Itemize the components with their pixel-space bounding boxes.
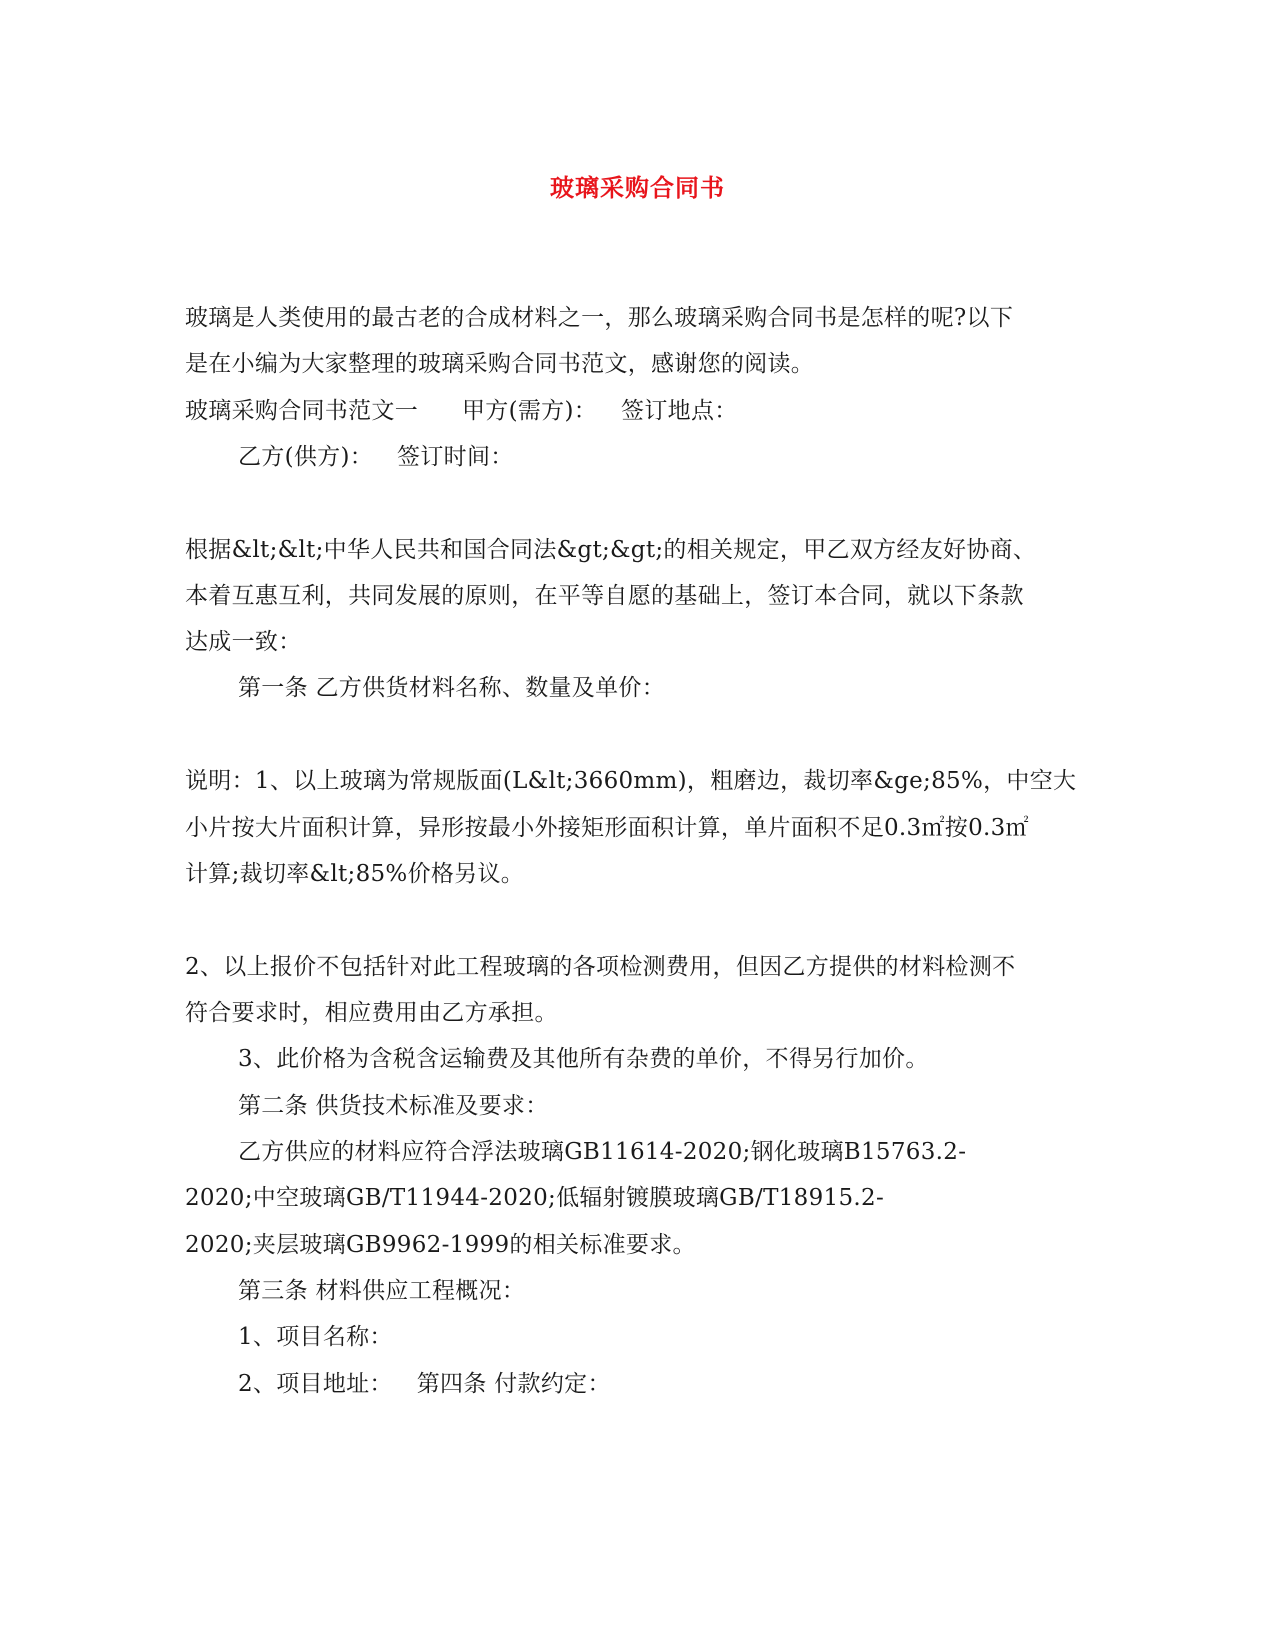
party-a-label: 甲方(需方)： <box>462 398 598 424</box>
item-2-line <box>238 1369 611 1399</box>
preamble-line-2: 本着互惠互利，共同发展的原则，在平等自愿的基础上，签订本合同，就以下条款 <box>185 583 1024 609</box>
item-2-project-address: 2、项目地址： <box>238 1371 393 1397</box>
intro-line-2: 是在小编为大家整理的玻璃采购合同书范文，感谢您的阅读。 <box>185 351 815 377</box>
article-3-heading: 第三条 材料供应工程概况： <box>238 1278 526 1304</box>
article-4-heading: 第四条 付款约定： <box>416 1371 611 1397</box>
article-1-heading: 第一条 乙方供货材料名称、数量及单价： <box>238 675 666 701</box>
article-2-heading: 第二条 供货技术标准及要求： <box>238 1093 549 1119</box>
sample-label: 玻璃采购合同书范文一 <box>185 398 418 424</box>
sign-time-label: 签订时间： <box>397 444 514 470</box>
item-1-project-name: 1、项目名称： <box>238 1324 393 1350</box>
preamble-line-1: 根据&lt;&lt;中华人民共和国合同法&gt;&gt;的相关规定，甲乙双方经友好协商、 <box>185 537 1037 563</box>
note-1-line-1: 说明：1、以上玻璃为常规版面(L&lt;3660mm)，粗磨边，裁切率&ge;85%，中空大 <box>185 768 1077 794</box>
note-2-line-1: 2、以上报价不包括针对此工程玻璃的各项检测费用，但因乙方提供的材料检测不 <box>185 954 1016 980</box>
sample-header <box>185 396 738 426</box>
note-3: 3、此价格为含税含运输费及其他所有杂费的单价，不得另行加价。 <box>238 1046 929 1072</box>
sign-place-label: 签订地点： <box>621 398 738 424</box>
standards-line-3: 2020;夹层玻璃GB9962-1999的相关标准要求。 <box>185 1232 696 1258</box>
document-title: 玻璃采购合同书 <box>550 173 725 202</box>
standards-line-1: 乙方供应的材料应符合浮法玻璃GB11614-2020;钢化玻璃B15763.2- <box>238 1139 967 1165</box>
party-b-line <box>238 442 514 472</box>
preamble-line-3: 达成一致： <box>185 629 302 655</box>
intro-line-1: 玻璃是人类使用的最古老的合成材料之一，那么玻璃采购合同书是怎样的呢?以下 <box>185 305 1014 331</box>
note-2-line-2: 符合要求时，相应费用由乙方承担。 <box>185 1000 558 1026</box>
note-1-line-3: 计算;裁切率&lt;85%价格另议。 <box>185 861 525 887</box>
standards-line-2: 2020;中空玻璃GB/T11944-2020;低辐射镀膜玻璃GB/T18915.2- <box>185 1185 885 1211</box>
party-b-label: 乙方(供方)： <box>238 444 374 470</box>
note-1-line-2: 小片按大片面积计算，异形按最小外接矩形面积计算，单片面积不足0.3㎡按0.3㎡ <box>185 815 1029 841</box>
